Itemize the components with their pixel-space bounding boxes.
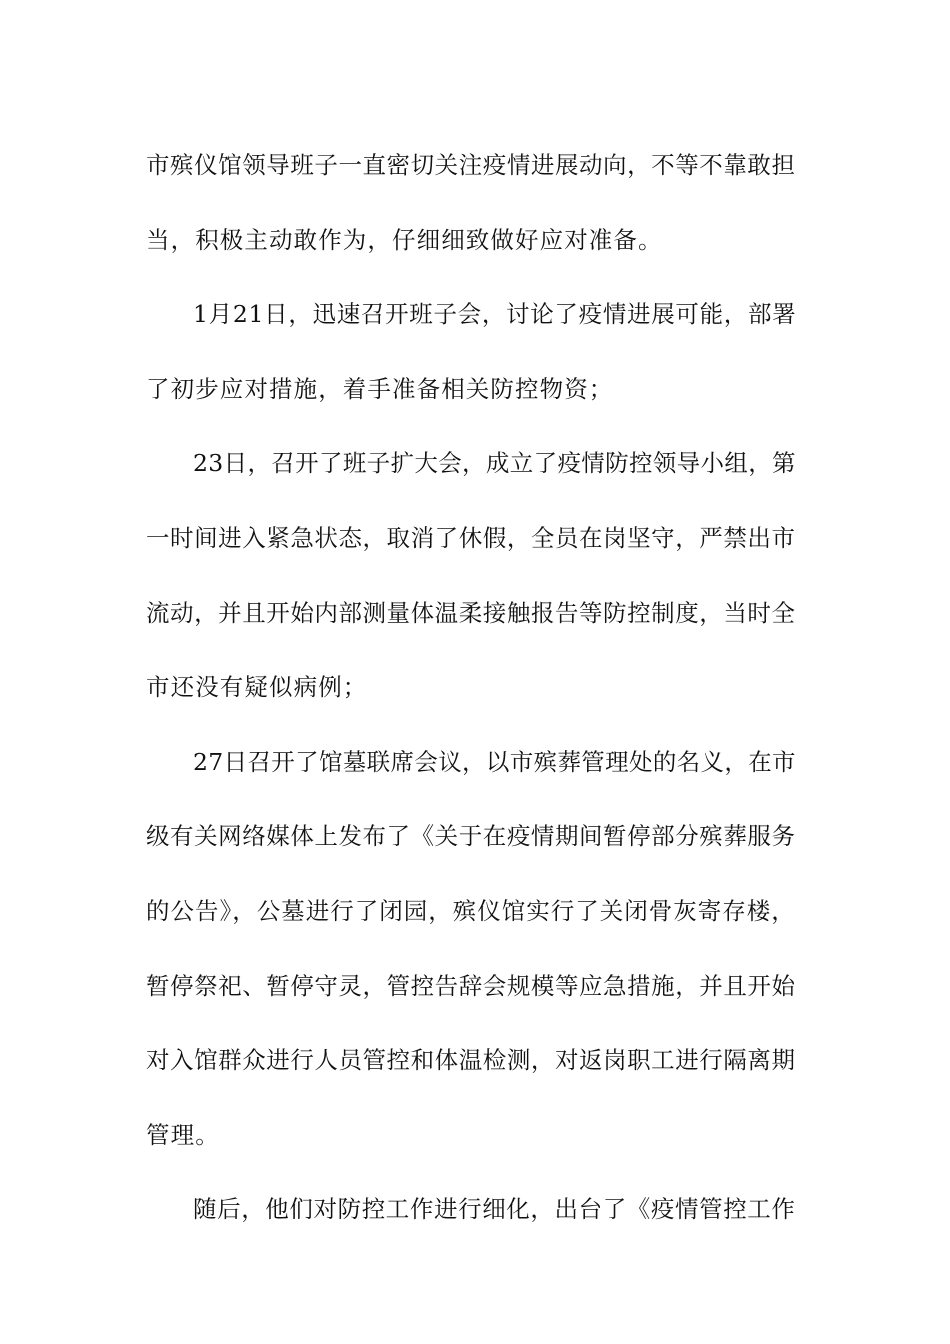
text-line: 级有关网络媒体上发布了《关于在疫情期间暂停部分殡葬服务 — [146, 822, 796, 851]
text-line: 随后，他们对防控工作进行细化，出台了《疫情管控工作 — [193, 1195, 796, 1224]
text-line: 27日召开了馆墓联席会议，以市殡葬管理处的名义，在市 — [193, 747, 796, 776]
text-line: 对入馆群众进行人员管控和体温检测，对返岗职工进行隔离期 — [146, 1046, 796, 1075]
text-line: 了初步应对措施，着手准备相关防控物资； — [146, 374, 614, 403]
text-line: 管理。 — [146, 1120, 220, 1149]
paragraph-3 — [146, 426, 796, 724]
text-line: 当，积极主动敢作为，仔细细致做好应对准备。 — [146, 225, 663, 254]
paragraph-5 — [146, 1172, 796, 1247]
text-line: 流动，并且开始内部测量体温柔接触报告等防控制度，当时全 — [146, 598, 796, 627]
text-line: 23日，召开了班子扩大会，成立了疫情防控领导小组，第 — [193, 449, 796, 478]
text-line: 市殡仪馆领导班子一直密切关注疫情进展动向，不等不靠敢担 — [146, 151, 796, 179]
text-line: 的公告》，公墓进行了闭园，殡仪馆实行了关闭骨灰寄存楼， — [146, 896, 796, 925]
text-line: 市还没有疑似病例； — [146, 673, 368, 702]
text-line: 一时间进入紧急状态，取消了休假，全员在岗坚守，严禁出市 — [146, 523, 796, 552]
paragraph-1 — [146, 128, 796, 277]
document-body — [146, 128, 796, 1247]
text-line: 1月21日，迅速召开班子会，讨论了疫情进展可能，部署 — [193, 300, 797, 329]
text-line: 暂停祭祀、暂停守灵，管控告辞会规模等应急措施，并且开始 — [146, 971, 796, 1000]
paragraph-4 — [146, 725, 796, 1173]
paragraph-2 — [146, 277, 796, 426]
